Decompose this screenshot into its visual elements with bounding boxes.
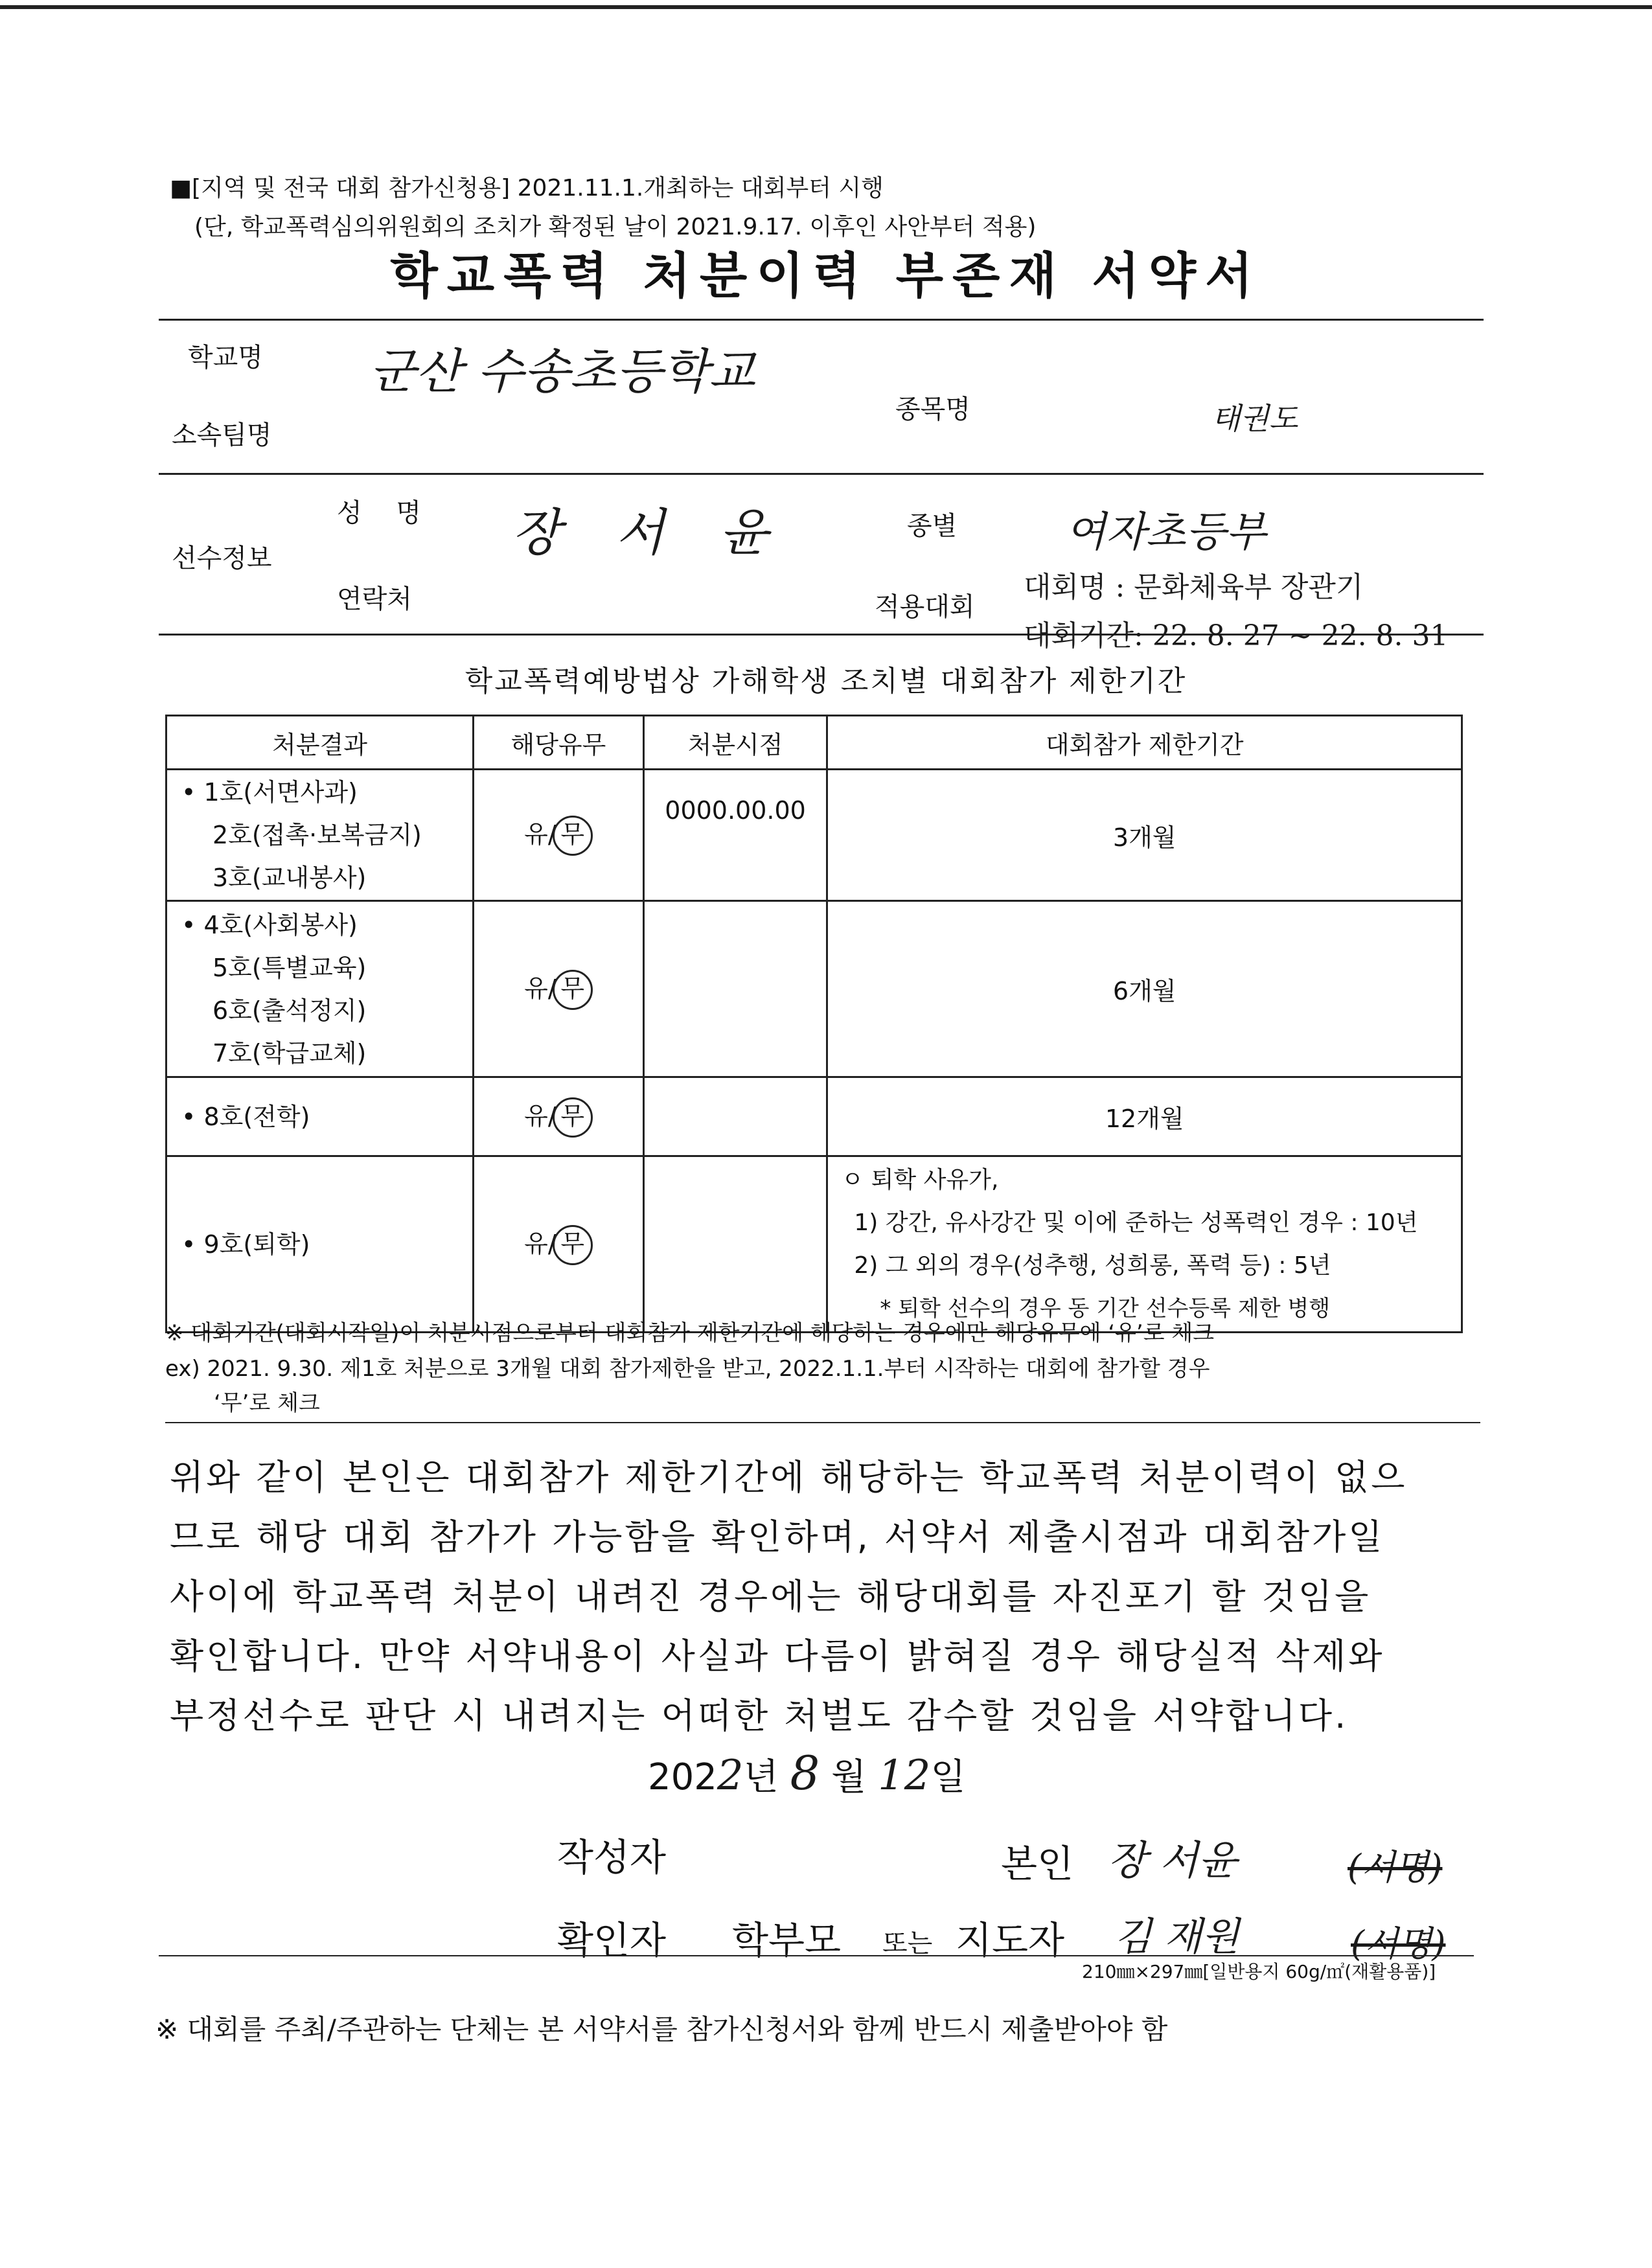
pledge-line: 사이에 학교폭력 처분이 내려진 경우에는 해당대회를 자진포기 할 것임을 (170, 1576, 1371, 1617)
table-row (166, 1156, 1462, 1333)
list-item: • 4호(사회봉사) (181, 904, 472, 946)
info-top-rule (159, 319, 1484, 321)
applicable-cell (474, 1077, 644, 1156)
sport-value: 태권도 (1211, 401, 1298, 436)
expulsion-explanation (827, 1156, 1462, 1333)
header-date: 처분시점 (643, 716, 827, 770)
yes-option: 유/ (524, 974, 556, 1003)
confirmer-label: 확인자 (557, 1918, 667, 1962)
category-label: 종별 (907, 511, 958, 541)
table-row (166, 901, 1462, 1077)
list-item: 3호(교내봉사) (212, 864, 367, 892)
pledge-line: 확인합니다. 만약 서약내용이 사실과 다름이 밝혀질 경우 해당실적 삭제와 (170, 1636, 1385, 1677)
note-line-1: ※ 대회기간(대회시작일)이 처분시점으로부터 대회참가 제한기간에 해당하는 경우에만 해당유무에 ‘유’로 체크 (165, 1320, 1215, 1346)
writer-label: 작성자 (557, 1835, 667, 1879)
name-value: 장 서 윤 (512, 504, 788, 562)
result-cell (166, 1077, 474, 1156)
or-label: 또는 (882, 1929, 933, 1958)
header-applicable: 해당유무 (474, 716, 644, 770)
punishment-table (165, 715, 1463, 1333)
list-item: 7호(학급교체) (212, 1038, 367, 1068)
event-label: 적용대회 (875, 592, 975, 622)
yes-option: 유/ (524, 1101, 556, 1130)
coach-label: 지도자 (956, 1918, 1065, 1962)
applicable-cell (474, 770, 644, 901)
period-cell: 6개월 (827, 901, 1462, 1077)
no-option-circled: 무 (553, 1225, 593, 1265)
bottom-rule (159, 1955, 1474, 1956)
scan-edge (0, 5, 1652, 9)
date-cell (643, 1077, 827, 1156)
pledge-date: 2022년 8 월 12일 (648, 1746, 966, 1800)
coach-name: 김 재원 (1114, 1914, 1239, 1960)
result-cell (166, 1156, 474, 1333)
period-cell: 3개월 (827, 770, 1462, 901)
self-label: 본인 (1001, 1842, 1074, 1886)
list-item: 5호(특별교육) (212, 953, 367, 982)
table-row (166, 1077, 1462, 1156)
table-header-row (166, 716, 1462, 770)
parent-label: 학부모 (732, 1918, 842, 1962)
explanation-line: ㅇ 퇴학 사유가, (841, 1166, 999, 1193)
self-seal: (서명) (1348, 1847, 1443, 1888)
sport-label: 종목명 (895, 395, 970, 424)
no-option-circled: 무 (553, 970, 593, 1010)
list-item: 6호(출석정지) (212, 996, 367, 1025)
list-item: • 8호(전학) (181, 1095, 472, 1138)
paper-spec: 210㎜×297㎜[일반용지 60g/㎡(재활용품)] (1082, 1961, 1436, 1982)
pledge-text (170, 1448, 1478, 1746)
event-name: 대회명 : 문화체육부 장관기 (1024, 571, 1364, 604)
self-name: 장 서윤 (1108, 1837, 1237, 1884)
yes-option: 유/ (524, 1229, 556, 1258)
result-cell (166, 901, 474, 1077)
explanation-line: 1) 강간, 유사강간 및 이에 준하는 성폭력인 경우 : 10년 (854, 1209, 1418, 1236)
document-title: 학교폭력 처분이력 부존재 서약서 (390, 247, 1262, 304)
notice-line-1: ■[지역 및 전국 대회 참가신청용] 2021.11.1.개최하는 대회부터 시행 (170, 175, 884, 201)
player-info-label: 선수정보 (172, 544, 272, 573)
info-rule-2 (159, 473, 1484, 475)
applicable-cell (474, 1156, 644, 1333)
note-line-2: ex) 2021. 9.30. 제1호 처분으로 3개월 대회 참가제한을 받고, 2022.1.1.부터 시작하는 대회에 참가할 경우 (165, 1356, 1210, 1382)
pledge-line: 므로 해당 대회 참가가 가능함을 확인하며, 서약서 제출시점과 대회참가일 (170, 1517, 1385, 1557)
footer-note: ※ 대회를 주최/주관하는 단체는 본 서약서를 참가신청서와 함께 반드시 제출받아야 함 (155, 2013, 1168, 2045)
school-value: 군산 수송초등학교 (369, 344, 755, 400)
list-item: • 1호(서면사과) (181, 771, 472, 814)
date-cell (643, 901, 827, 1077)
list-item: • 9호(퇴학) (181, 1223, 472, 1266)
name-label: 성 명 (337, 498, 434, 528)
contact-label: 연락처 (337, 584, 412, 614)
period-cell: 12개월 (827, 1077, 1462, 1156)
table-caption: 학교폭력예방법상 가해학생 조치별 대회참가 제한기간 (465, 665, 1187, 698)
header-result: 처분결과 (166, 716, 474, 770)
pledge-line: 부정선수로 판단 시 내려지는 어떠한 처벌도 감수할 것임을 서약합니다. (170, 1695, 1349, 1736)
header-period: 대회참가 제한기간 (827, 716, 1462, 770)
explanation-line: 2) 그 외의 경우(성추행, 성희롱, 폭력 등) : 5년 (854, 1252, 1331, 1279)
coach-seal: (서명) (1351, 1923, 1446, 1964)
date-cell (643, 1156, 827, 1333)
applicable-cell (474, 901, 644, 1077)
category-value: 여자초등부 (1066, 509, 1267, 556)
no-option-circled: 무 (553, 816, 593, 856)
note-rule (165, 1422, 1480, 1423)
result-cell (166, 770, 474, 901)
list-item: 2호(접촉·보복금지) (212, 821, 422, 849)
team-label: 소속팀명 (172, 420, 272, 450)
table-row (166, 770, 1462, 901)
explanation-line: * 퇴학 선수의 경우 동 기간 선수등록 제한 병행 (880, 1295, 1331, 1322)
date-cell: 0000.00.00 (643, 770, 827, 901)
yes-option: 유/ (524, 820, 556, 849)
no-option-circled: 무 (553, 1097, 593, 1138)
school-label: 학교명 (188, 343, 263, 372)
pledge-line: 위와 같이 본인은 대회참가 제한기간에 해당하는 학교폭력 처분이력이 없으 (170, 1457, 1408, 1498)
notice-line-2: (단, 학교폭력심의위원회의 조치가 확정된 날이 2021.9.17. 이후인 사안부터 적용) (194, 214, 1037, 240)
event-period: 대회기간: 22. 8. 27 ~ 22. 8. 31 (1024, 619, 1449, 652)
note-line-3: ‘무’로 체크 (214, 1390, 320, 1416)
